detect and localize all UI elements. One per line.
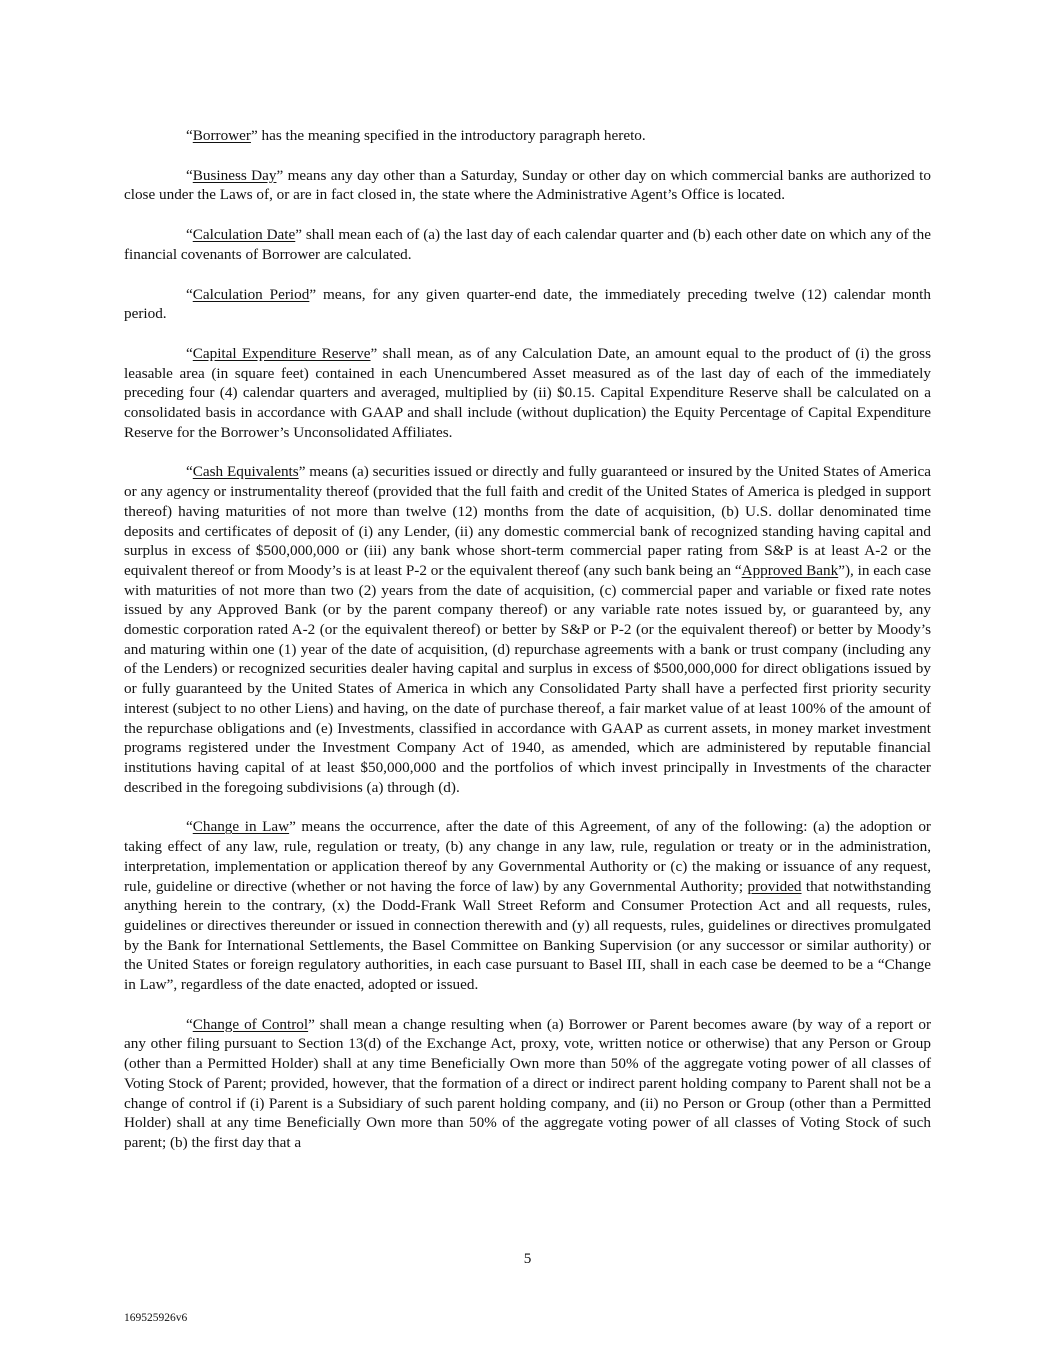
definition-change-of-control: “Change of Control” shall mean a change resulting when (a) Borrower or Parent becomes aware (by way of a report or any other filing pursuant to Section 13(d) of the Exchange Act, proxy, vote, written notice or otherwise) that any Person or Group (other than a Permitted Holder) shall at any time Beneficially Own more than 50% of the aggregate voting power of all classes of Voting Stock of Parent; provided, however, that the formation of a direct or indirect parent holding company to Parent shall not be a change of control if (i) Parent is a Subsidiary of such parent holding company, and (ii) no Person or Group (other than a Permitted Holder) shall at any time Beneficially Own more than 50% of the aggregate voting power of all classes of Voting Stock of such parent; (b) the first day that a (124, 1015, 931, 1151)
inline-defined-term: Approved Bank (741, 561, 839, 579)
defined-term: Business Day (192, 166, 277, 184)
definition-change-in-law: “Change in Law” means the occurrence, after the date of this Agreement, of any of the following: (a) the adoption or taking effect of any law, rule, regulation or treaty, (b) any change in any law, rule, regulation or treaty or in the administration, interpretation, implementation or application thereof by any Governmental Authority or (c) the making or issuance of any request, rule, guideline or directive (whether or not having the force of law) by any Governmental Authority; provided that notwithstanding anything herein to the contrary, (x) the Dodd-Frank Wall Street Reform and Consumer Protection Act and all requests, rules, guidelines or directives thereunder or issued in connection therewith and (y) all requests, rules, guidelines or directives promulgated by the Bank for International Settlements, the Basel Committee on Banking Supervision (or any successor or similar authority) or the United States or foreign regulatory authorities, in each case pursuant to Basel III, shall in each case be deemed to be a “Change in Law”, regardless of the date enacted, adopted or issued. (124, 818, 931, 994)
defined-term: Cash Equivalents (192, 463, 299, 481)
proviso-term: provided (747, 877, 802, 895)
defined-term: Change in Law (192, 818, 290, 836)
definition-text-continued: ”), in each case with maturities of not more than two (2) years from the date of acquisition, (c) commercial paper and variable or fixed rate notes issued by any Approved Bank (or by the parent company thereof) or any variable rate notes issued by, or guaranteed by, any domestic corporation rated A-2 (or the equivalent thereof) or better by S&P or P-2 (or the equivalent thereof) or better by Moody’s and maturing within one (1) year of the date of acquisition, (d) repurchase agreements with a bank or trust company (including any of the Lenders) or recognized securities dealer having capital and surplus in excess of $500,000,000 for direct obligations issued by or fully guaranteed by the United States of America in which any Consolidated Party shall have a perfected first priority security interest (subject to no other Liens) and having, on the date of purchase thereof, a fair market value of at least 100% of the amount of the repurchase obligations and (e) Investments, classified in accordance with GAAP as current assets, in money market investment programs registered under the Investment Company Act of 1940, as amended, which are administered by reputable financial institutions having capital of at least $50,000,000 and the portfolios of which invest principally in Investments of the character described in the foregoing subdivisions (a) through (d). (124, 561, 932, 796)
definition-text-continued: that notwithstanding anything herein to the contrary, (x) the Dodd-Frank Wall Street Reform and Consumer Protection Act and all requests, rules, guidelines or directives thereunder or issued in connection therewith and (y) all requests, rules, guidelines or directives promulgated by the Bank for International Settlements, the Basel Committee on Banking Supervision (or any successor or similar authority) or the United States or foreign regulatory authorities, in each case pursuant to Basel III, shall in each case be deemed to be a “Change in Law”, regardless of the date enacted, adopted or issued. (124, 877, 931, 994)
document-id: 169525926v6 (124, 1312, 188, 1324)
definition-borrower: “Borrower” has the meaning specified in the introductory paragraph hereto. (186, 127, 646, 144)
defined-term: Calculation Period (192, 285, 310, 303)
defined-term: Change of Control (192, 1015, 309, 1033)
definition-capital-expenditure-reserve: “Capital Expenditure Reserve” shall mean, as of any Calculation Date, an amount equal to the product of (i) the gross leasable area (in square feet) contained in each Unencumbered Asset measured as of the last day of each of the immediately preceding four (4) calendar quarters and averaged, multiplied by (ii) $0.15. Capital Expenditure Reserve shall be calculated on a consolidated basis in accordance with GAAP and shall include (without duplication) the Equity Percentage of Capital Expenditure Reserve for the Borrower’s Unconsolidated Affiliates. (124, 344, 931, 441)
definition-text: ” means the occurrence, after the date of this Agreement, of any of the following: (a) the adoption or taking effect of any law, rule, regulation or treaty, (b) any change in any law, rule, regulation or treaty or in the administration, interpretation, implementation or application thereof by any Governmental Authority or (c) the making or issuance of any request, rule, guideline or directive (whether or not having the force of law) by any Governmental Authority; (124, 818, 931, 895)
definition-business-day: “Business Day” means any day other than a Saturday, Sunday or other day on which commercial banks are authorized to close under the Laws of, or are in fact closed in, the state where the Administrative Agent’s Office is located. (124, 166, 931, 204)
definition-text: ” means, for any given quarter-end date, the immediately preceding twelve (12) calendar month period. (124, 285, 931, 323)
defined-term: Calculation Date (192, 226, 296, 244)
definition-text: ” has the meaning specified in the introductory paragraph hereto. (250, 127, 646, 144)
defined-term: Capital Expenditure Reserve (192, 344, 371, 362)
definition-text: ” means (a) securities issued or directly and fully guaranteed or insured by the United States of America or any agency or instrumentality thereof (provided that the full faith and credit of the United States of America is pledged in support thereof) having maturities of not more than twelve (12) months from the date of acquisition, (b) U.S. dollar denominated time deposits and certificates of deposit of (i) any Lender, (ii) any domestic commercial bank of recognized standing having capital and surplus in excess of $500,000,000 or (iii) any bank whose short-term commercial paper rating from S&P is at least A-2 or the equivalent thereof or from Moody’s is at least P-2 or the equivalent thereof (any such bank being an “ (124, 463, 932, 579)
definition-calculation-period: “Calculation Period” means, for any given quarter-end date, the immediately preceding twelve (12) calendar month period. (124, 285, 931, 323)
definition-cash-equivalents: “Cash Equivalents” means (a) securities issued or directly and fully guaranteed or insured by the United States of America or any agency or instrumentality thereof (provided that the full faith and credit of the United States of America is pledged in support thereof) having maturities of not more than twelve (12) months from the date of acquisition, (b) U.S. dollar denominated time deposits and certificates of deposit of (i) any Lender, (ii) any domestic commercial bank of recognized standing having capital and surplus in excess of $500,000,000 or (iii) any bank whose short-term commercial paper rating from S&P is at least A-2 or the equivalent thereof or from Moody’s is at least P-2 or the equivalent thereof (any such bank being an “Approved Bank”), in each case with maturities of not more than two (2) years from the date of acquisition, (c) commercial paper and variable or fixed rate notes issued by any Approved Bank (or by the parent company thereof) or any variable rate notes issued by, or guaranteed by, any domestic corporation rated A-2 (or the equivalent thereof) or better by S&P or P-2 (or the equivalent thereof) or better by Moody’s and maturing within one (1) year of the date of acquisition, (d) repurchase agreements with a bank or trust company (including any of the Lenders) or recognized securities dealer having capital and surplus in excess of $500,000,000 for direct obligations issued by or fully guaranteed by the United States of America in which any Consolidated Party shall have a perfected first priority security interest (subject to no other Liens) and having, on the date of purchase thereof, a fair market value of at least 100% of the amount of the repurchase obligations and (e) Investments, classified in accordance with GAAP as current assets, in money market investment programs registered under the Investment Company Act of 1940, as amended, which are administered by reputable financial institutions having capital of at least $50,000,000 and the portfolios of which invest principally in Investments of the character described in the foregoing subdivisions (a) through (d). (124, 463, 932, 796)
defined-term: Borrower (192, 127, 251, 144)
definition-text: ” shall mean, as of any Calculation Date, an amount equal to the product of (i) the gross leasable area (in square feet) contained in each Unencumbered Asset measured as of the last day of each of the immediately preceding four (4) calendar quarters and averaged, multiplied by (ii) $0.15. Capital Expenditure Reserve shall be calculated on a consolidated basis in accordance with GAAP and shall include (without duplication) the Equity Percentage of Capital Expenditure Reserve for the Borrower’s Unconsolidated Affiliates. (124, 344, 931, 441)
definition-text: ” means any day other than a Saturday, Sunday or other day on which commercial banks are authorized to close under the Laws of, or are in fact closed in, the state where the Administrative Agent’s Office is located. (124, 166, 931, 204)
definition-text: ” shall mean a change resulting when (a) Borrower or Parent becomes aware (by way of a report or any other filing pursuant to Section 13(d) of the Exchange Act, proxy, vote, written notice or otherwise) that any Person or Group (other than a Permitted Holder) shall at any time Beneficially Own more than 50% of the aggregate voting power of all classes of Voting Stock of Parent; provided, however, that the formation of a direct or indirect parent holding company to Parent shall not be a change of control if (i) Parent is a Subsidiary of such parent holding company, and (ii) no Person or Group (other than a Permitted Holder) shall at any time Beneficially Own more than 50% of the aggregate voting power of all classes of Voting Stock of such parent; (b) the first day that a (124, 1015, 931, 1151)
page-number: 5 (523, 1250, 532, 1267)
definition-calculation-date: “Calculation Date” shall mean each of (a) the last day of each calendar quarter and (b) each other date on which any of the financial covenants of Borrower are calculated. (124, 226, 931, 263)
document-body (124, 126, 931, 1173)
definition-text: ” shall mean each of (a) the last day of each calendar quarter and (b) each other date on which any of the financial covenants of Borrower are calculated. (124, 226, 931, 263)
